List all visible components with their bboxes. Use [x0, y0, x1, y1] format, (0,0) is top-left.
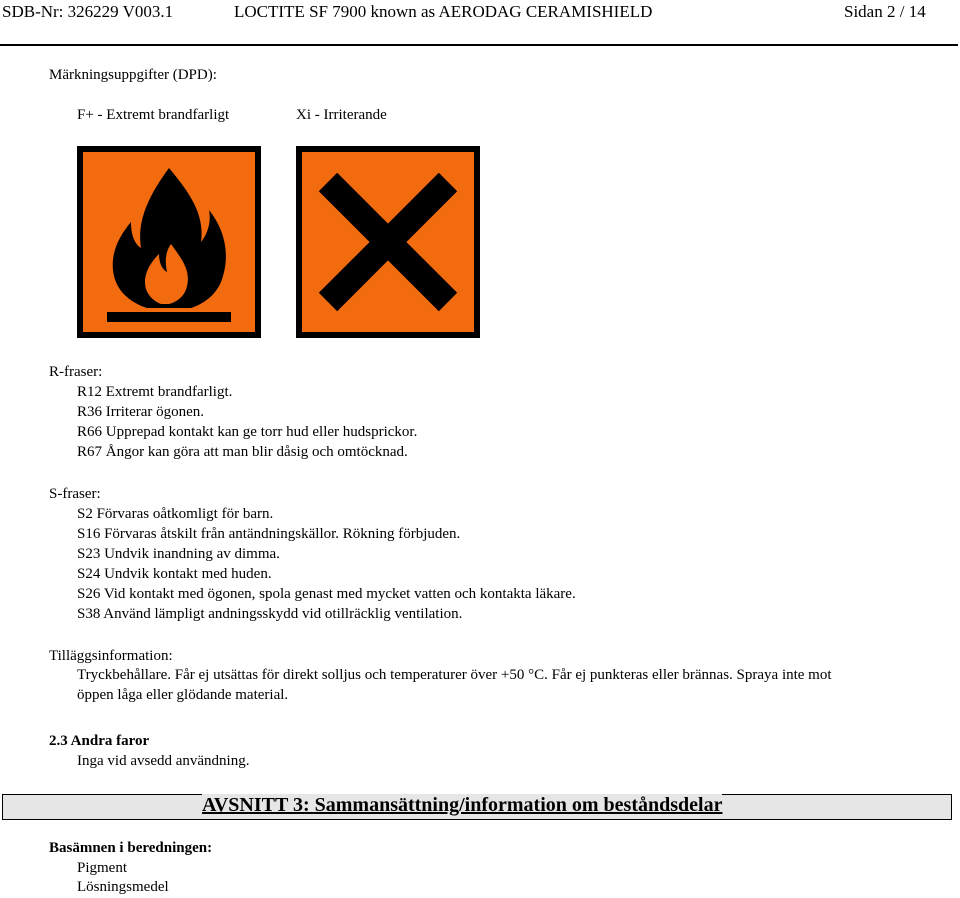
- r-phrase-item: R67 Ångor kan göra att man blir dåsig och omtöcknad.: [77, 444, 408, 460]
- header-divider: [0, 44, 958, 46]
- other-hazards-heading: 2.3 Andra faror: [49, 733, 150, 749]
- s-phrase-item: S23 Undvik inandning av dimma.: [77, 546, 280, 562]
- r-phrase-item: R66 Upprepad kontakt kan ge torr hud eller hudsprickor.: [77, 424, 418, 440]
- cross-icon: [302, 152, 474, 332]
- flame-icon: [83, 152, 255, 332]
- s-phrase-item: S16 Förvaras åtskilt från antändningskällor. Rökning förbjuden.: [77, 526, 461, 542]
- s-phrase-item: S26 Vid kontakt med ögonen, spola genast med mycket vatten och kontakta läkare.: [77, 586, 576, 602]
- s-phrases-title: S-fraser:: [49, 486, 101, 502]
- page-number: Sidan 2 / 14: [844, 2, 926, 21]
- labeling-title: Märkningsuppgifter (DPD):: [49, 67, 217, 83]
- flammable-hazard-symbol: [77, 146, 261, 338]
- base-substance-item: Pigment: [77, 860, 128, 876]
- r-phrase-item: R12 Extremt brandfarligt.: [77, 384, 233, 400]
- symbol-label-flammable: F+ - Extremt brandfarligt: [77, 107, 230, 123]
- r-phrase-item: R36 Irriterar ögonen.: [77, 404, 205, 420]
- r-phrases-title: R-fraser:: [49, 364, 103, 380]
- additional-info-title: Tilläggsinformation:: [49, 648, 173, 664]
- irritant-hazard-symbol: [296, 146, 480, 338]
- section-3-title: AVSNITT 3: Sammansättning/information om beståndsdelar: [202, 794, 723, 816]
- symbol-label-irritant: Xi - Irriterande: [296, 107, 387, 123]
- s-phrase-item: S2 Förvaras oåtkomligt för barn.: [77, 506, 274, 522]
- product-name: LOCTITE SF 7900 known as AERODAG CERAMISHIELD: [234, 2, 653, 21]
- additional-info-text-cont: öppen låga eller glödande material.: [77, 687, 289, 703]
- s-phrase-item: S38 Använd lämpligt andningsskydd vid otillräcklig ventilation.: [77, 606, 463, 622]
- other-hazards-text: Inga vid avsedd användning.: [77, 753, 250, 769]
- document-id: SDB-Nr: 326229 V003.1: [2, 2, 174, 21]
- s-phrase-item: S24 Undvik kontakt med huden.: [77, 566, 272, 582]
- base-substances-title: Basämnen i beredningen:: [49, 840, 213, 856]
- base-substance-item: Lösningsmedel: [77, 879, 169, 895]
- additional-info-text: Tryckbehållare. Får ej utsättas för direkt solljus och temperaturer över +50 °C. Får ej punkteras eller brännas. Spraya inte mot: [77, 667, 832, 683]
